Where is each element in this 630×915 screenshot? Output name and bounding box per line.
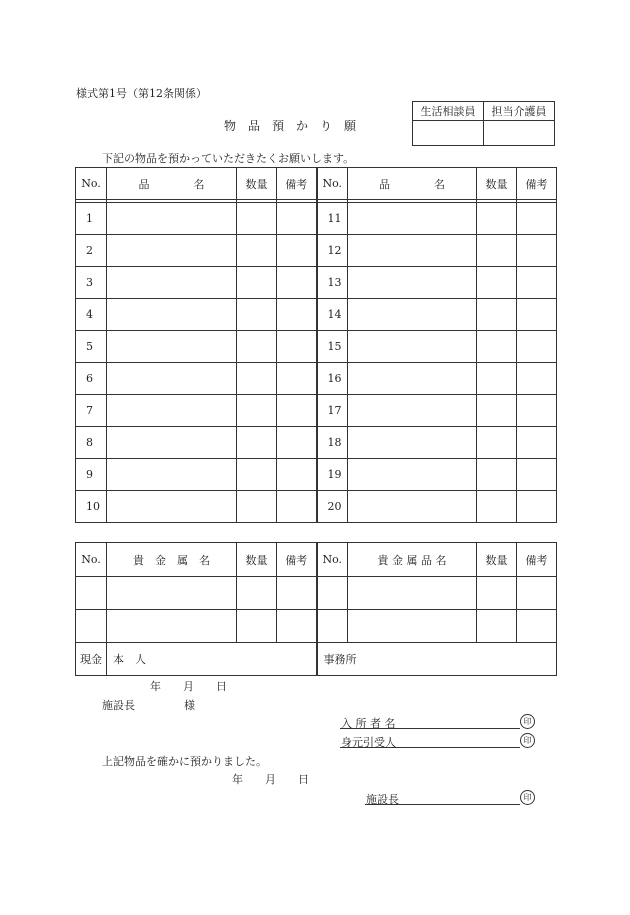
header-no: No. xyxy=(317,543,348,577)
item-qty-cell[interactable] xyxy=(477,491,517,523)
qty-cell[interactable] xyxy=(237,610,277,643)
row-number: 3 xyxy=(76,267,107,299)
receipt-statement: 上記物品を確かに預かりました。 xyxy=(102,755,267,768)
header-valuable-item-name: 貴 金 属 品 名 xyxy=(348,543,477,577)
form-number: 様式第1号（第12条関係） xyxy=(76,87,207,100)
item-name-cell[interactable] xyxy=(107,459,237,491)
item-remarks-cell[interactable] xyxy=(277,203,317,235)
row-number: 14 xyxy=(317,299,348,331)
row-number: 16 xyxy=(317,363,348,395)
receipt-date: 年 月 日 xyxy=(232,773,309,786)
item-row xyxy=(76,395,557,427)
remarks-cell[interactable] xyxy=(277,577,317,610)
row-number: 11 xyxy=(317,203,348,235)
row-number: 4 xyxy=(76,299,107,331)
addressee-honorific: 様 xyxy=(184,699,195,712)
item-remarks-cell[interactable] xyxy=(517,363,557,395)
header-remarks: 備考 xyxy=(277,543,317,577)
item-name-cell[interactable] xyxy=(107,299,237,331)
qty-cell[interactable] xyxy=(477,610,517,643)
item-qty-cell[interactable] xyxy=(237,395,277,427)
item-qty-cell[interactable] xyxy=(477,235,517,267)
valuables-row xyxy=(76,577,557,610)
item-qty-cell[interactable] xyxy=(477,203,517,235)
item-qty-cell[interactable] xyxy=(477,299,517,331)
guarantor-label: 身元引受人 xyxy=(341,736,396,749)
item-name-cell[interactable] xyxy=(107,267,237,299)
item-remarks-cell[interactable] xyxy=(517,331,557,363)
item-name-cell[interactable] xyxy=(348,363,477,395)
caregiver-stamp-cell[interactable] xyxy=(484,121,555,146)
valuables-header-row xyxy=(76,543,557,577)
item-row xyxy=(76,491,557,523)
item-qty-cell[interactable] xyxy=(237,491,277,523)
item-qty-cell[interactable] xyxy=(237,331,277,363)
header-remarks: 備考 xyxy=(517,543,557,577)
item-qty-cell[interactable] xyxy=(477,363,517,395)
name-cell[interactable] xyxy=(107,577,237,610)
header-quantity: 数量 xyxy=(237,168,277,200)
item-name-cell[interactable] xyxy=(107,491,237,523)
item-qty-cell[interactable] xyxy=(237,363,277,395)
row-number: 6 xyxy=(76,363,107,395)
item-row xyxy=(76,267,557,299)
header-quantity: 数量 xyxy=(477,168,517,200)
staff-label-caregiver: 担当介護員 xyxy=(484,102,555,121)
header-remarks: 備考 xyxy=(517,168,557,200)
seal-icon: 印 xyxy=(520,733,535,748)
item-remarks-cell[interactable] xyxy=(277,331,317,363)
row-number: 10 xyxy=(76,491,107,523)
item-remarks-cell[interactable] xyxy=(277,427,317,459)
qty-cell[interactable] xyxy=(237,577,277,610)
item-row xyxy=(76,459,557,491)
name-cell[interactable] xyxy=(107,610,237,643)
row-number: 13 xyxy=(317,267,348,299)
item-remarks-cell[interactable] xyxy=(277,299,317,331)
row-number: 15 xyxy=(317,331,348,363)
item-name-cell[interactable] xyxy=(107,363,237,395)
remarks-cell[interactable] xyxy=(517,610,557,643)
item-name-cell[interactable] xyxy=(348,203,477,235)
row-number: 17 xyxy=(317,395,348,427)
item-qty-cell[interactable] xyxy=(477,267,517,299)
row-number: 5 xyxy=(76,331,107,363)
cash-person-cell[interactable] xyxy=(107,643,317,676)
item-row xyxy=(76,363,557,395)
item-name-cell[interactable] xyxy=(107,235,237,267)
resident-name-label: 入 所 者 名 xyxy=(341,717,396,730)
item-remarks-cell[interactable] xyxy=(517,235,557,267)
item-name-cell[interactable] xyxy=(348,491,477,523)
row-number: 12 xyxy=(317,235,348,267)
item-remarks-cell[interactable] xyxy=(517,203,557,235)
item-remarks-cell[interactable] xyxy=(517,267,557,299)
header-quantity: 数量 xyxy=(237,543,277,577)
item-remarks-cell[interactable] xyxy=(277,395,317,427)
item-remarks-cell[interactable] xyxy=(517,491,557,523)
cash-office-label: 事務所 xyxy=(323,653,357,666)
header-item-name: 品 名 xyxy=(107,168,237,200)
seal-icon: 印 xyxy=(520,714,535,729)
item-row xyxy=(76,203,557,235)
cash-label: 現金 xyxy=(76,643,107,676)
item-row xyxy=(76,331,557,363)
item-qty-cell[interactable] xyxy=(237,299,277,331)
row-number: 18 xyxy=(317,427,348,459)
item-remarks-cell[interactable] xyxy=(277,459,317,491)
cash-office-cell[interactable] xyxy=(317,643,557,676)
item-name-cell[interactable] xyxy=(348,235,477,267)
item-name-cell[interactable] xyxy=(348,427,477,459)
items-header-row xyxy=(76,168,557,200)
row-number: 8 xyxy=(76,427,107,459)
item-qty-cell[interactable] xyxy=(237,427,277,459)
item-qty-cell[interactable] xyxy=(237,267,277,299)
cash-row xyxy=(76,643,557,676)
header-quantity: 数量 xyxy=(477,543,517,577)
item-name-cell[interactable] xyxy=(107,427,237,459)
item-name-cell[interactable] xyxy=(107,203,237,235)
no-cell[interactable] xyxy=(76,610,107,643)
item-row xyxy=(76,299,557,331)
director-label: 施設長 xyxy=(366,793,399,806)
item-name-cell[interactable] xyxy=(107,395,237,427)
row-number: 1 xyxy=(76,203,107,235)
item-remarks-cell[interactable] xyxy=(277,267,317,299)
resident-signature-line[interactable] xyxy=(340,728,520,729)
item-remarks-cell[interactable] xyxy=(517,427,557,459)
item-qty-cell[interactable] xyxy=(477,331,517,363)
item-qty-cell[interactable] xyxy=(237,235,277,267)
item-remarks-cell[interactable] xyxy=(517,299,557,331)
no-cell[interactable] xyxy=(317,577,348,610)
header-item-name: 品 名 xyxy=(348,168,477,200)
item-qty-cell[interactable] xyxy=(237,459,277,491)
header-no: No. xyxy=(76,168,107,200)
item-remarks-cell[interactable] xyxy=(277,235,317,267)
item-qty-cell[interactable] xyxy=(477,427,517,459)
remarks-cell[interactable] xyxy=(517,577,557,610)
item-name-cell[interactable] xyxy=(107,331,237,363)
item-name-cell[interactable] xyxy=(348,299,477,331)
seal-icon: 印 xyxy=(520,790,535,805)
valuables-row xyxy=(76,610,557,643)
header-no: No. xyxy=(76,543,107,577)
item-qty-cell[interactable] xyxy=(477,459,517,491)
name-cell[interactable] xyxy=(348,610,477,643)
header-valuable-name: 貴 金 属 名 xyxy=(107,543,237,577)
item-remarks-cell[interactable] xyxy=(517,459,557,491)
addressee-title: 施設長 xyxy=(102,699,135,712)
item-remarks-cell[interactable] xyxy=(277,363,317,395)
item-name-cell[interactable] xyxy=(348,331,477,363)
item-row xyxy=(76,235,557,267)
qty-cell[interactable] xyxy=(477,577,517,610)
item-qty-cell[interactable] xyxy=(477,395,517,427)
items-table xyxy=(75,167,557,523)
valuables-table xyxy=(75,542,557,676)
intro-text: 下記の物品を預かっていただきたくお願いします。 xyxy=(102,152,355,165)
staff-label-counselor: 生活相談員 xyxy=(413,102,484,121)
director-signature-line[interactable] xyxy=(365,804,520,805)
item-remarks-cell[interactable] xyxy=(277,491,317,523)
row-number: 9 xyxy=(76,459,107,491)
cash-person-label: 本 人 xyxy=(113,653,146,666)
name-cell[interactable] xyxy=(348,577,477,610)
row-number: 20 xyxy=(317,491,348,523)
guarantor-signature-line[interactable] xyxy=(340,747,520,748)
counselor-stamp-cell[interactable] xyxy=(413,121,484,146)
item-name-cell[interactable] xyxy=(348,395,477,427)
item-row xyxy=(76,427,557,459)
no-cell[interactable] xyxy=(317,610,348,643)
row-number: 19 xyxy=(317,459,348,491)
remarks-cell[interactable] xyxy=(277,610,317,643)
item-name-cell[interactable] xyxy=(348,267,477,299)
item-name-cell[interactable] xyxy=(348,459,477,491)
item-qty-cell[interactable] xyxy=(237,203,277,235)
no-cell[interactable] xyxy=(76,577,107,610)
form-title: 物 品 預 か り 願 xyxy=(224,119,357,133)
row-number: 2 xyxy=(76,235,107,267)
row-number: 7 xyxy=(76,395,107,427)
header-remarks: 備考 xyxy=(277,168,317,200)
item-remarks-cell[interactable] xyxy=(517,395,557,427)
application-date: 年 月 日 xyxy=(150,680,227,693)
header-no: No. xyxy=(317,168,348,200)
staff-approval-box xyxy=(412,101,555,146)
